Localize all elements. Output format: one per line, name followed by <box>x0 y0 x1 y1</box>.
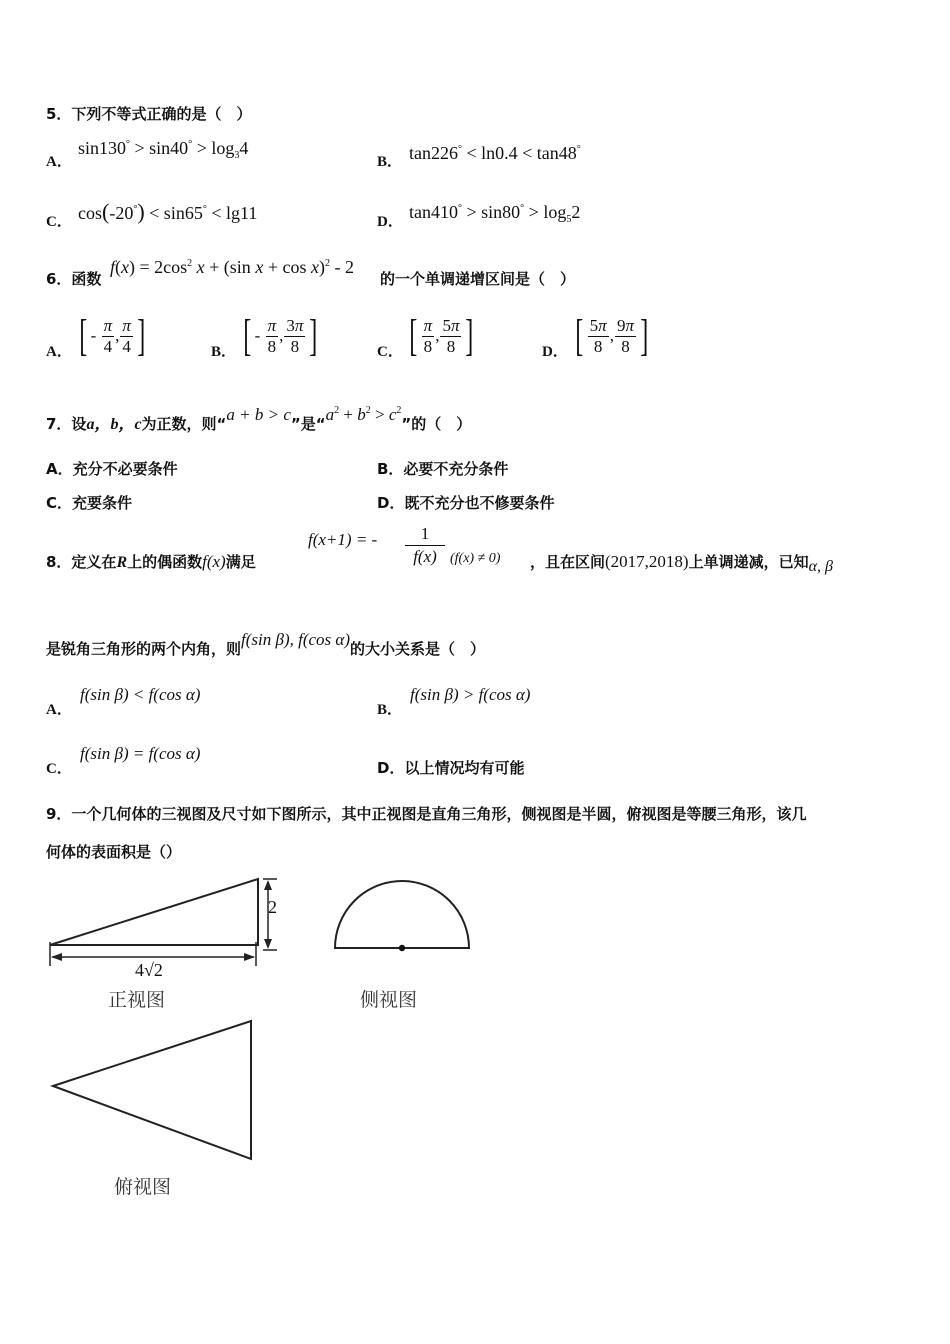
q6-function: $f(x) = 2\cos^2$ x + (sin x + cos x)$^2$ - 2 <box>110 257 354 277</box>
top-view-triangle <box>53 1021 251 1159</box>
q8-stem-line1-tail: ，且在区间(2017,2018)上单调递减，已知α, β <box>530 552 833 575</box>
side-view-semicircle <box>335 881 469 948</box>
q6-option-b-label: B． <box>211 344 237 360</box>
q7-cond2: $a^2 + b^2 > c^2$ <box>325 405 402 424</box>
q8-stem-line2: 是锐角三角形的两个内角，则f(sin β), f(cos α)的大小关系是（ ） <box>46 630 486 658</box>
side-view-center-dot <box>399 945 405 951</box>
front-view-width-arrow-left <box>51 953 62 961</box>
front-view-height-arrow-bottom <box>264 939 272 949</box>
q5-option-b-label: B． <box>377 154 403 170</box>
q6-stem-prefix: 6．函数 <box>46 270 102 288</box>
q7-option-a: A．充分不必要条件 <box>46 460 178 478</box>
q8-option-b-label: B． <box>377 702 403 718</box>
q8-option-a-expr: f(sin β) < f(cos α) <box>80 685 201 704</box>
front-view-width-arrow-right <box>244 953 255 961</box>
front-view-triangle <box>50 879 258 945</box>
q8-option-c-label: C． <box>46 761 72 777</box>
top-view-diagram <box>45 1015 260 1165</box>
q8-condition: (f(x) ≠ 0) <box>450 551 501 566</box>
q7-option-c: C．充要条件 <box>46 494 133 512</box>
q5-option-b-expr: tan226° < ln0.4 < tan48° <box>409 143 581 163</box>
q6-option-c-label: C． <box>377 344 403 360</box>
q6-option-d-interval: [ $\frac{5\pi}{8}$ , $\frac{9\pi}{8}$ ] <box>575 311 649 360</box>
q8-equation: f(x+1) = - <box>308 530 378 549</box>
q5-option-a-label: A． <box>46 154 72 170</box>
front-view-diagram <box>40 870 300 970</box>
side-view-diagram <box>330 874 475 954</box>
q8-option-a-label: A． <box>46 702 72 718</box>
q8-fraction: 1 f(x) <box>405 523 445 568</box>
q5-option-a-expr: $\sin 130^\circ > \sin 40^\circ > \log_34$ <box>78 138 249 161</box>
front-view-width-label: 4√2 <box>135 960 163 980</box>
q9-stem-line2: 何体的表面积是（） <box>46 843 182 861</box>
q6-option-a-interval: [ - $\frac{\pi}{4}$ , $\frac{\pi}{4}$ ] <box>79 311 146 360</box>
front-view-height-arrow-top <box>264 880 272 890</box>
q9-stem-line1: 9．一个几何体的三视图及尺寸如下图所示，其中正视图是直角三角形，侧视图是半圆，俯视图是等腰三角形，该几 <box>46 805 807 823</box>
q5-option-d-label: D． <box>377 214 403 230</box>
q5-option-c-label: C． <box>46 214 72 230</box>
q8-stem-line1: 8．定义在R上的偶函数f(x)满足 <box>46 552 256 571</box>
front-view-height-label: 2 <box>268 897 277 917</box>
front-view-caption: 正视图 <box>108 989 166 1011</box>
q6-stem-suffix: 的一个单调递增区间是（ ） <box>380 270 576 288</box>
q8-option-c-expr: f(sin β) = f(cos α) <box>80 744 201 763</box>
q5-option-d-expr: $\tan 410^\circ > \sin 80^\circ > \log_52$ <box>409 202 581 225</box>
q8-option-b-expr: f(sin β) > f(cos α) <box>410 685 531 704</box>
q7-stem: 7．设a，b，c为正数，则“a + b > c”是“$a^2 + b^2 > c^2$”的（ ） <box>46 405 472 433</box>
q5-stem: 5．下列不等式正确的是（ ） <box>46 105 252 123</box>
q8-option-d: D．以上情况均有可能 <box>377 759 525 777</box>
q5-option-c-expr: cos(-20°) < sin65° < lg11 <box>78 199 258 224</box>
q6-option-c-interval: [ $\frac{\pi}{8}$ , $\frac{5\pi}{8}$ ] <box>409 311 474 360</box>
q6-option-a-label: A． <box>46 344 72 360</box>
top-view-caption: 俯视图 <box>114 1176 172 1198</box>
q6-option-d-label: D． <box>542 344 568 360</box>
q7-option-b: B．必要不充分条件 <box>377 460 509 478</box>
q7-option-d: D．既不充分也不修要条件 <box>377 494 555 512</box>
side-view-caption: 侧视图 <box>360 989 418 1011</box>
q6-option-b-interval: [ - $\frac{\pi}{8}$ , $\frac{3\pi}{8}$ ] <box>243 311 318 360</box>
